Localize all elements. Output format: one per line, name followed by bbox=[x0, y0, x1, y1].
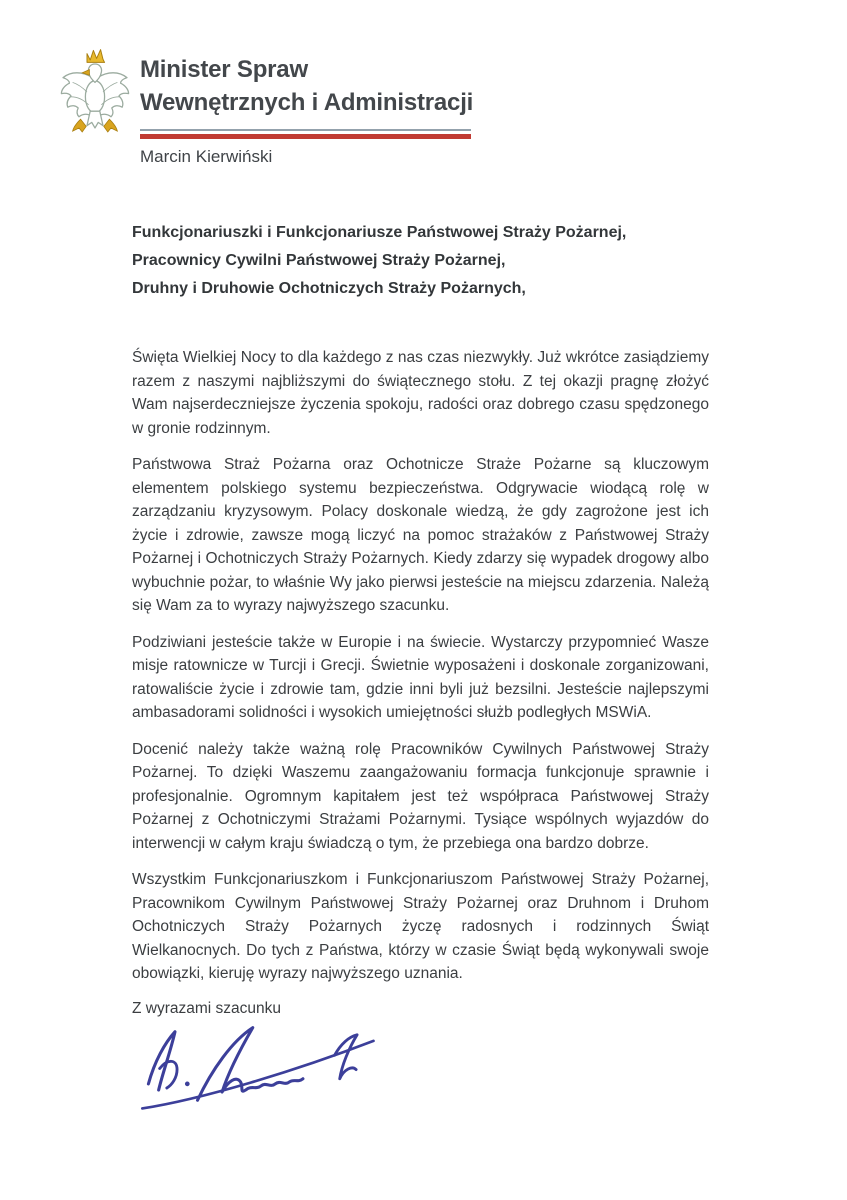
polish-eagle-emblem bbox=[55, 44, 135, 138]
salutation-line-2: Pracownicy Cywilni Państwowej Straży Pożarnej, bbox=[132, 252, 506, 269]
letter-body bbox=[132, 346, 709, 999]
minister-name: Marcin Kierwiński bbox=[140, 147, 273, 166]
header-rule-red bbox=[140, 134, 471, 139]
paragraph-easter-wishes: Święta Wielkiej Nocy to dla każdego z nas czas niezwykły. Już wkrótce zasiądziemy razem z naszymi najbliższymi do świątecznego stołu. Z tej okazji pragnę złożyć Wam najserdeczniejsze życzenia spokoju, radości oraz dobrego czasu spędzonego w gronie rodzinnym. bbox=[132, 349, 709, 437]
ministry-title-line2: Wewnętrznych i Administracji bbox=[140, 89, 474, 116]
handwritten-signature bbox=[130, 1018, 396, 1116]
paragraph-final-wishes: Wszystkim Funkcjonariuszkom i Funkcjonariuszom Państwowej Straży Pożarnej, Pracownikom Cywilnym Państwowej Straży Pożarnej oraz Druhnom i Druhom Ochotniczych Straży Pożarnych życzę radosnych i rodzinnych Świąt Wielkanocnych. Do tych z Państwa, którzy w czasie Świąt będą wykonywali swoje obowiązki, kieruję wyrazy najwyższego uznania. bbox=[132, 871, 709, 982]
polish-eagle-icon bbox=[55, 44, 135, 137]
signature-ink-icon bbox=[130, 1018, 396, 1116]
salutation-line-1: Funkcjonariuszki i Funkcjonariusze Państwowej Straży Pożarnej, bbox=[132, 224, 627, 241]
ministry-title bbox=[140, 53, 473, 119]
ministry-title-line1: Minister Spraw bbox=[140, 56, 308, 83]
header-rule-gray bbox=[140, 129, 471, 131]
paragraph-security-role: Państwowa Straż Pożarna oraz Ochotnicze Straże Pożarne są kluczowym elementem polskiego systemu bezpieczeństwa. Odgrywacie wiodącą rolę w zarządzaniu kryzysowym. Polacy doskonale wiedzą, że gdy zagrożone jest ich życie i zdrowie, zawsze mogą liczyć na pomoc strażaków z Państwowej Straży Pożarnej i Ochotniczych Straży Pożarnych. Kiedy zdarzy się wypadek drogowy albo wybuchnie pożar, to właśnie Wy jako pierwsi jesteście na miejscu zdarzenia. Należą się Wam za to wyrazy najwyższego szacunku. bbox=[132, 456, 709, 614]
paragraph-civil-workers: Docenić należy także ważną rolę Pracowników Cywilnych Państwowej Straży Pożarnej. To dzięki Waszemu zaangażowaniu formacja funkcjonuje sprawnie i profesjonalnie. Ogromnym kapitałem jest też współpraca Państwowej Straży Pożarnej z Ochotniczymi Strażami Pożarnymi. Tysiące wspólnych wyjazdów do interwencji w całym kraju świadczą o tym, że przebiega ona bardzo dobrze. bbox=[132, 740, 709, 852]
salutation-line-3: Druhny i Druhowie Ochotniczych Straży Pożarnych, bbox=[132, 280, 526, 297]
salutation-block bbox=[132, 219, 732, 303]
closing-phrase: Z wyrazami szacunku bbox=[132, 1000, 282, 1017]
paragraph-international-missions: Podziwiani jesteście także w Europie i na świecie. Wystarczy przypomnieć Wasze misje ratownicze w Turcji i Grecji. Świetnie wyposażeni i doskonale zorganizowani, ratowaliście życie i zdrowie tam, gdzie inni byli już bezsilni. Jesteście najlepszymi ambasadorami solidności i wysokich umiejętności służb podległych MSWiA. bbox=[132, 633, 709, 721]
